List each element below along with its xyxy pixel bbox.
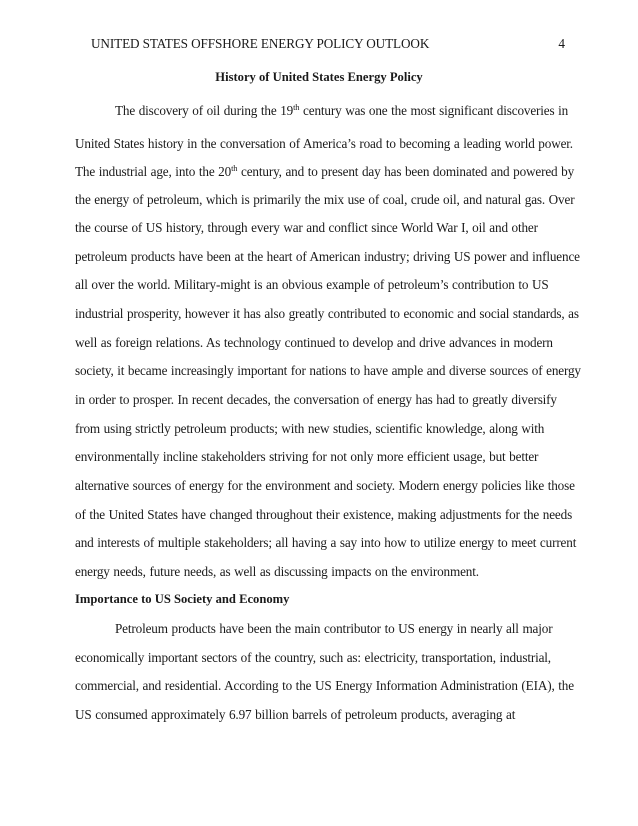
paragraph-1-line-8: industrial prosperity, however it has also greatly contributed to economic and social standards, as [75,306,579,321]
paragraph-2-line-1: Petroleum products have been the main contributor to US energy in nearly all major [115,621,553,636]
paragraph-1-line-16: and interests of multiple stakeholders; all having a say into how to utilize energy to meet current [75,535,577,550]
paragraph-1-line-4: the energy of petroleum, which is primarily the mix use of coal, crude oil, and natural gas. Over [75,192,575,207]
section-title: History of United States Energy Policy [215,70,423,84]
page-number: 4 [558,36,565,51]
paragraph-1-line-1-text: The discovery of oil during the 19 [115,103,294,118]
paragraph-1-line-11: in order to prosper. In recent decades, the conversation of energy has had to greatly diversify [75,392,557,407]
paragraph-1-line-5: the course of US history, through every war and conflict since World War I, oil and other [75,220,538,235]
paragraph-1-line-1-rest: century was one the most significant discoveries in [299,103,569,118]
paragraph-1-line-12: from using strictly petroleum products; with new studies, scientific knowledge, along with [75,421,545,436]
paragraph-2-line-4: US consumed approximately 6.97 billion barrels of petroleum products, averaging at [75,707,516,722]
paragraph-1-line-13: environmentally incline stakeholders striving for not only more efficient usage, but better [75,449,539,464]
paragraph-1-line-3 [75,164,574,180]
paragraph-1-line-14: alternative sources of energy for the environment and society. Modern energy policies like those [75,478,575,493]
paragraph-1-line-15: of the United States have changed throughout their existence, making adjustments for the needs [75,507,573,522]
running-header-title: UNITED STATES OFFSHORE ENERGY POLICY OUTLOOK [91,36,430,51]
paragraph-1-line-3-rest: century, and to present day has been dominated and powered by [237,164,575,179]
subsection-heading: Importance to US Society and Economy [75,592,290,606]
paragraph-1-line-1 [115,103,568,119]
paragraph-1-line-7: all over the world. Military-might is an obvious example of petroleum’s contribution to US [75,277,549,292]
paragraph-1-line-2: United States history in the conversation of America’s road to becoming a leading world power. [75,136,573,151]
paragraph-1-line-6: petroleum products have been at the heart of American industry; driving US power and influence [75,249,580,264]
superscript-th: th [231,163,238,173]
superscript-th: th [293,102,300,112]
paragraph-1-line-10: society, it became increasingly important for nations to have ample and diverse sources of energy [75,363,581,378]
paragraph-1-line-9: well as foreign relations. As technology continued to develop and drive advances in modern [75,335,553,350]
paragraph-1-line-17: energy needs, future needs, as well as discussing impacts on the environment. [75,564,479,579]
paragraph-2-line-3: commercial, and residential. According to the US Energy Information Administration (EIA), the [75,678,574,693]
paragraph-2-line-2: economically important sectors of the country, such as: electricity, transportation, industrial, [75,650,551,665]
paragraph-1-line-3-text: The industrial age, into the 20 [75,164,232,179]
